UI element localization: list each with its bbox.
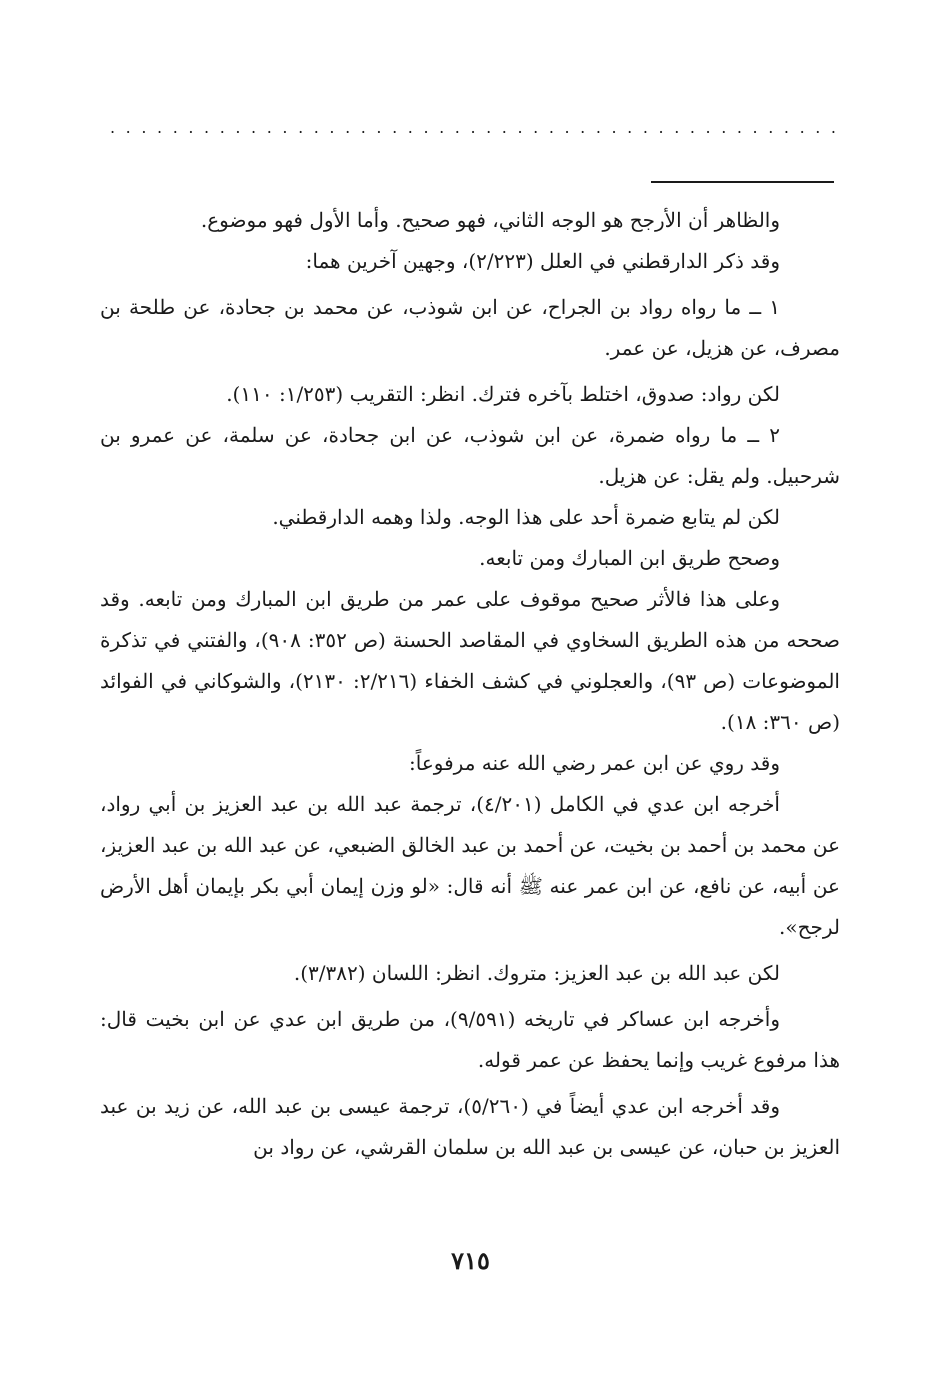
- paragraph-way-2: ٢ ــ ما رواه ضمرة، عن ابن شوذب، عن ابن جحادة، عن سلمة، عن عمرو بن شرحبيل. ولم يقل: عن هزيل.: [100, 423, 840, 488]
- paragraph-rawwad-note: لكن رواد: صدوق، اختلط بآخره فترك. انظر: التقريب (١/٢٥٣: ١١٠).: [226, 382, 780, 406]
- separator-dots: . . . . . . . . . . . . . . . . . . . . . . . . . . . . . . . . . . . . . . . . . . . . . . .: [110, 118, 836, 137]
- footnote-text: [100, 200, 840, 1168]
- footnote-rule: [651, 181, 834, 183]
- paragraph-abdullah-note: لكن عبد الله بن عبد العزيز: متروك. انظر: اللسان (٣/٣٨٢).: [293, 961, 780, 985]
- paragraph-conclusion: والظاهر أن الأرجح هو الوجه الثاني، فهو صحيح. وأما الأول فهو موضوع.: [200, 208, 780, 232]
- paragraph-way-1: ١ ــ ما رواه رواد بن الجراح، عن ابن شوذب، عن محمد بن جحادة، عن طلحة بن مصرف، عن هزيل، عن عمر.: [100, 295, 840, 360]
- paragraph-ibn-mubarak: وصحح طريق ابن المبارك ومن تابعه.: [479, 546, 780, 570]
- paragraph-ibn-asakir: وأخرجه ابن عساكر في تاريخه (٩/٥٩١)، من طريق ابن عدي عن ابن بخيت قال: هذا مرفوع غريب وإنما يحفظ عن عمر قوله.: [100, 1007, 840, 1072]
- paragraph-marfu-intro: وقد روي عن ابن عمر رضي الله عنه مرفوعاً:: [409, 751, 780, 775]
- paragraph-damra-note: لكن لم يتابع ضمرة أحد على هذا الوجه. ولذا وهمه الدارقطني.: [272, 505, 780, 529]
- paragraph-ibn-adi-isa: وقد أخرجه ابن عدي أيضاً في (٥/٢٦٠)، ترجمة عيسى بن عبد الله، عن زيد بن عبد العزيز بن حبان، عن عيسى بن عبد الله بن سلمان القرشي، عن رواد بن: [100, 1094, 840, 1159]
- paragraph-authentication: وعلى هذا فالأثر صحيح موقوف على عمر من طريق ابن المبارك ومن تابعه. وقد صححه من هذه الطريق السخاوي في المقاصد الحسنة (ص ٣٥٢: ٩٠٨)، والفتني في تذكرة الموضوعات (ص ٩٣)، والعجلوني في كشف الخفاء (٢/٢١٦: ٢١٣٠)، والشوكاني في الفوائد (ص ٣٦٠: ١٨).: [100, 587, 840, 734]
- paragraph-ibn-adi-kamil: أخرجه ابن عدي في الكامل (٤/٢٠١)، ترجمة عبد الله بن عبد العزيز بن أبي رواد، عن محمد بن أحمد بن بخيت، عن أحمد بن عبد الخالق الضبعي، عن عبد الله بن عبد العزيز، عن أبيه، عن نافع، عن ابن عمر عنه ﷺ أنه قال: «لو وزن إيمان أبي بكر بإيمان أهل الأرض لرجح».: [100, 792, 840, 939]
- page-number: ٧١٥: [451, 1246, 490, 1275]
- paragraph-daraqutni: وقد ذكر الدارقطني في العلل (٢/٢٢٣)، وجهين آخرين هما:: [305, 249, 780, 273]
